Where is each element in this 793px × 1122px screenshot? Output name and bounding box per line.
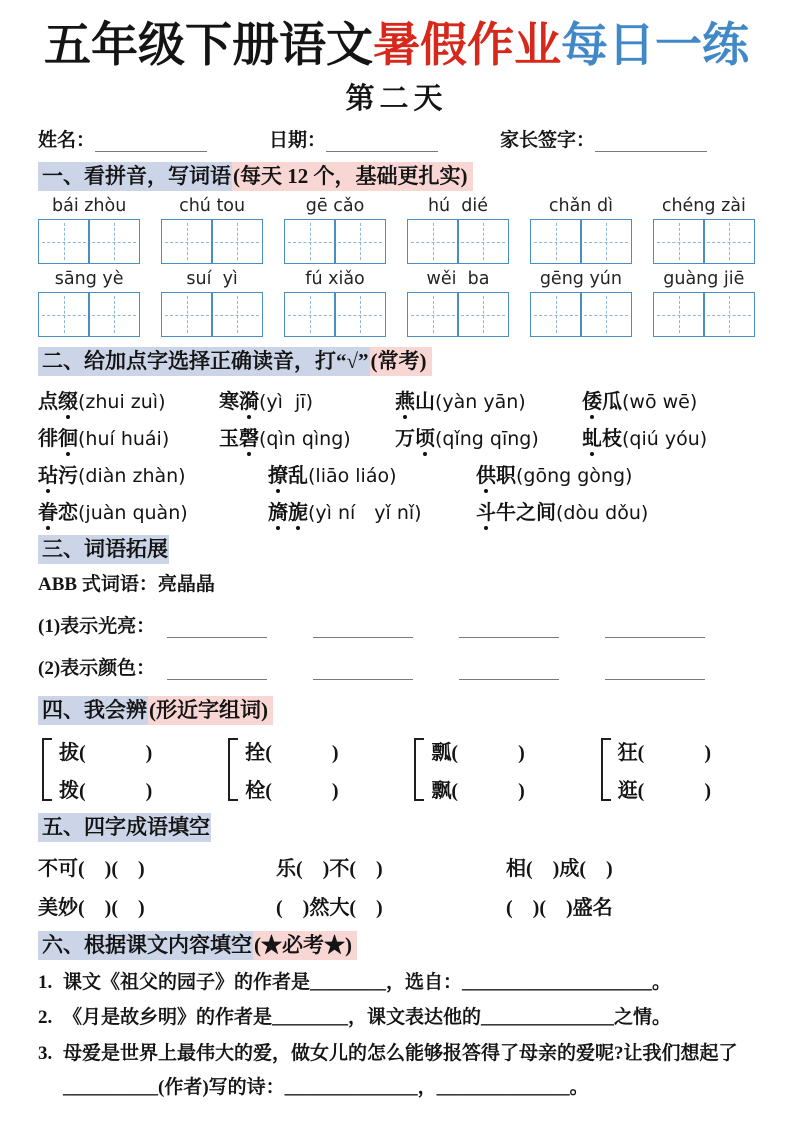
char: 恋 bbox=[58, 501, 78, 524]
answer-blank bbox=[313, 618, 413, 638]
dotted-word bbox=[582, 391, 622, 413]
char: 供 bbox=[476, 459, 496, 488]
char-pair-item: 狂( ) bbox=[617, 741, 711, 764]
section-2-heading bbox=[38, 346, 755, 376]
pinyin-label: guàng jiē bbox=[663, 269, 745, 290]
fill-item-number: 1. bbox=[38, 971, 53, 993]
writing-grid bbox=[530, 219, 632, 264]
pinyin-label: suí yì bbox=[186, 269, 238, 290]
pronunciation-item bbox=[476, 496, 755, 525]
section-1-heading bbox=[38, 161, 755, 191]
grid-cell bbox=[653, 219, 705, 264]
grid-cell bbox=[161, 219, 213, 264]
char: 顷 bbox=[415, 422, 435, 451]
pinyin-word-group bbox=[653, 196, 755, 264]
signature-label: 家长签字： bbox=[500, 130, 596, 152]
char: 撩 bbox=[268, 459, 288, 488]
char-pair-item: 飘( ) bbox=[431, 779, 525, 802]
pinyin-word-group bbox=[407, 196, 509, 264]
section-6-heading-note: (★必考★) bbox=[253, 931, 357, 960]
pinyin-word-group bbox=[407, 269, 509, 337]
abb-fill-lines bbox=[38, 611, 755, 680]
grid-cell bbox=[580, 292, 632, 337]
pinyin-label: wěi ba bbox=[426, 269, 490, 290]
idiom-blank-item: ( )然大( ) bbox=[276, 897, 383, 920]
dotted-word bbox=[219, 428, 259, 450]
dotted-word bbox=[395, 391, 435, 413]
signature-blank bbox=[595, 132, 707, 152]
char-pair bbox=[228, 736, 338, 803]
pinyin-options: (juàn quàn) bbox=[78, 501, 188, 524]
pronunciation-item bbox=[395, 385, 582, 414]
char-pair-column bbox=[245, 736, 338, 803]
pinyin-options: (gōng gòng) bbox=[516, 464, 633, 487]
section-3-heading-main: 三、词语拓展 bbox=[38, 535, 169, 564]
section-1-heading-note: (每天 12 个，基础更扎实) bbox=[232, 162, 473, 191]
pinyin-options: (huí huái) bbox=[78, 427, 170, 450]
grid-cell bbox=[88, 292, 140, 337]
name-label: 姓名： bbox=[38, 130, 96, 152]
dotted-word bbox=[268, 502, 308, 524]
char: 燕 bbox=[395, 385, 415, 414]
grid-cell bbox=[703, 219, 755, 264]
idiom-blank-item: 不可( )( ) bbox=[38, 858, 145, 881]
pinyin-options: (yì ní yǐ nǐ) bbox=[308, 501, 422, 524]
grid-cell bbox=[407, 292, 459, 337]
dotted-word bbox=[268, 465, 308, 487]
grid-cell bbox=[38, 219, 90, 264]
char: 山 bbox=[415, 390, 435, 413]
char: 之 bbox=[516, 501, 536, 524]
grid-cell bbox=[580, 219, 632, 264]
grid-cell bbox=[334, 219, 386, 264]
pinyin-word-group bbox=[38, 269, 140, 337]
pinyin-word-group bbox=[530, 196, 632, 264]
section-4-heading-main: 四、我会辨 bbox=[38, 696, 148, 725]
grid-cell bbox=[284, 219, 336, 264]
writing-grid bbox=[284, 292, 386, 337]
char: 枝 bbox=[602, 427, 622, 450]
char-pair-item: 拴( ) bbox=[245, 741, 339, 764]
char: 污 bbox=[58, 464, 78, 487]
writing-grid bbox=[284, 219, 386, 264]
pronunciation-item bbox=[219, 422, 395, 451]
title-daily-part: 每日一练 bbox=[561, 18, 749, 71]
grid-cell bbox=[161, 292, 213, 337]
section-6-heading bbox=[38, 930, 755, 960]
section-2-pronunciation bbox=[38, 346, 755, 524]
grid-cell bbox=[334, 292, 386, 337]
title-grade-part: 五年级下册语文 bbox=[44, 18, 373, 71]
idiom-row bbox=[38, 852, 755, 881]
idiom-blank-item: ( )( )盛名 bbox=[506, 897, 613, 920]
fill-line-label: (1)表示光亮： bbox=[38, 616, 156, 638]
dotted-word bbox=[38, 391, 78, 413]
abb-fill-line bbox=[38, 611, 755, 638]
char: 徊 bbox=[58, 422, 78, 451]
grid-cell bbox=[211, 292, 263, 337]
abb-example-line: ABB 式词语：亮晶晶 bbox=[38, 574, 215, 596]
pinyin-word-group bbox=[284, 196, 386, 264]
answer-blank bbox=[167, 618, 267, 638]
char: 玉 bbox=[219, 427, 239, 450]
pinyin-options: (qǐng qīng) bbox=[435, 427, 539, 450]
pinyin-options: (liāo liáo) bbox=[308, 464, 397, 487]
fill-line-label: (2)表示颜色： bbox=[38, 658, 156, 680]
grid-cell bbox=[530, 219, 582, 264]
pinyin-options: (zhui zuì) bbox=[78, 390, 166, 413]
pronunciation-row bbox=[38, 385, 755, 414]
pinyin-label: sāng yè bbox=[54, 269, 124, 290]
pinyin-word-group bbox=[161, 269, 263, 337]
pinyin-options: (dòu dǒu) bbox=[556, 501, 649, 524]
text-fill-items bbox=[38, 966, 755, 1105]
char: 斗 bbox=[476, 496, 496, 525]
char: 徘 bbox=[38, 427, 58, 450]
pronunciation-item bbox=[582, 422, 755, 451]
section-4-heading-note: (形近字组词) bbox=[148, 696, 273, 725]
bracket-icon bbox=[601, 738, 611, 801]
section-4-similar-chars bbox=[38, 695, 755, 802]
section-3-word-expansion bbox=[38, 534, 755, 680]
pronunciation-item bbox=[38, 385, 219, 414]
char-pair-item: 逛( ) bbox=[617, 779, 711, 802]
char-pair bbox=[42, 736, 152, 803]
pinyin-label: bái zhòu bbox=[51, 196, 127, 217]
pinyin-word-group bbox=[284, 269, 386, 337]
pinyin-label: chǎn dì bbox=[548, 196, 613, 217]
pronunciation-item bbox=[395, 422, 582, 451]
idiom-blank-item: 美妙( )( ) bbox=[38, 897, 145, 920]
dotted-word bbox=[476, 465, 516, 487]
char-pair bbox=[414, 736, 524, 803]
grid-cell bbox=[457, 219, 509, 264]
writing-grid bbox=[161, 292, 263, 337]
fill-item bbox=[38, 966, 755, 1000]
writing-grid bbox=[38, 219, 140, 264]
writing-grid bbox=[407, 219, 509, 264]
pronunciation-row bbox=[38, 422, 755, 451]
pronunciation-item bbox=[268, 459, 476, 488]
writing-grid bbox=[653, 292, 755, 337]
dotted-word bbox=[582, 428, 622, 450]
idiom-blank-item: 相( )成( ) bbox=[506, 858, 613, 881]
char: 倭 bbox=[582, 385, 602, 414]
char: 瓜 bbox=[602, 390, 622, 413]
pinyin-row bbox=[38, 196, 755, 264]
char: 职 bbox=[496, 464, 516, 487]
name-blank bbox=[95, 132, 207, 152]
grid-cell bbox=[38, 292, 90, 337]
char-pair-item: 拔( ) bbox=[59, 741, 153, 764]
pinyin-label: fú xiǎo bbox=[305, 269, 365, 290]
grid-cell bbox=[457, 292, 509, 337]
answer-blank bbox=[605, 618, 705, 638]
char: 牛 bbox=[496, 501, 516, 524]
abb-fill-line bbox=[38, 653, 755, 680]
section-2-heading-note: (常考) bbox=[370, 347, 432, 376]
date-label: 日期： bbox=[269, 130, 327, 152]
writing-grid bbox=[653, 219, 755, 264]
char-pair-item: 拨( ) bbox=[59, 779, 153, 802]
pinyin-options: (diàn zhàn) bbox=[78, 464, 186, 487]
date-blank bbox=[326, 132, 438, 152]
char-pair-column bbox=[431, 736, 524, 803]
fill-item-text: 课文《祖父的园子》的作者是________，选自：____________________。 bbox=[63, 971, 672, 993]
dotted-word bbox=[476, 502, 556, 524]
dotted-word bbox=[395, 428, 435, 450]
section-1-heading-main: 一、看拼音，写词语 bbox=[38, 162, 232, 191]
pinyin-word-group bbox=[653, 269, 755, 337]
dotted-word bbox=[219, 391, 259, 413]
char: 磬 bbox=[239, 422, 259, 451]
char: 间 bbox=[536, 501, 556, 524]
fill-item-number: 3. bbox=[38, 1043, 53, 1065]
writing-grid bbox=[530, 292, 632, 337]
pinyin-label: gēng yún bbox=[539, 269, 622, 290]
idiom-row bbox=[38, 891, 755, 920]
grid-cell bbox=[211, 219, 263, 264]
fill-item-text: 《月是故乡明》的作者是________，课文表达他的______________之情。 bbox=[63, 1007, 672, 1029]
answer-blank bbox=[313, 660, 413, 680]
pinyin-label: hú dié bbox=[427, 196, 488, 217]
pinyin-options: (wō wē) bbox=[622, 390, 698, 413]
writing-grid bbox=[407, 292, 509, 337]
pinyin-label: chú tou bbox=[179, 196, 246, 217]
writing-grid bbox=[38, 292, 140, 337]
idiom-rows bbox=[38, 852, 755, 920]
char: 旖 bbox=[268, 496, 288, 525]
name-field bbox=[38, 125, 207, 152]
bracket-icon bbox=[414, 738, 424, 801]
answer-blank bbox=[167, 660, 267, 680]
section-5-idioms bbox=[38, 812, 755, 920]
pronunciation-item bbox=[38, 496, 268, 525]
grid-cell bbox=[703, 292, 755, 337]
char: 万 bbox=[395, 427, 415, 450]
section-1-pinyin-words bbox=[38, 161, 755, 337]
pinyin-row bbox=[38, 269, 755, 337]
meta-row bbox=[38, 125, 755, 152]
char: 眷 bbox=[38, 496, 58, 525]
char: 玷 bbox=[38, 459, 58, 488]
answer-blank bbox=[459, 618, 559, 638]
answer-blank bbox=[459, 660, 559, 680]
section-5-heading-main: 五、四字成语填空 bbox=[38, 813, 211, 842]
fill-item-text: 母爱是世界上最伟大的爱，做女儿的怎么能够报答得了母亲的爱呢?让我们想起了__________(作者)写的诗：______________，______________。 bbox=[63, 1043, 738, 1099]
fill-item-number: 2. bbox=[38, 1007, 53, 1029]
dotted-word bbox=[38, 465, 78, 487]
section-4-heading bbox=[38, 695, 755, 725]
grid-cell bbox=[88, 219, 140, 264]
grid-cell bbox=[407, 219, 459, 264]
pinyin-label: gē cǎo bbox=[305, 196, 365, 217]
section-2-heading-main: 二、给加点字选择正确读音，打“√” bbox=[38, 347, 370, 376]
char: 缀 bbox=[58, 385, 78, 414]
char: 点 bbox=[38, 390, 58, 413]
date-field bbox=[269, 125, 438, 152]
char-pair-item: 栓( ) bbox=[245, 779, 339, 802]
title-homework-part: 暑假作业 bbox=[373, 18, 561, 71]
pronunciation-item bbox=[219, 385, 395, 414]
pronunciation-item bbox=[476, 459, 755, 488]
bracket-icon bbox=[42, 738, 52, 801]
pinyin-word-group bbox=[161, 196, 263, 264]
grid-cell bbox=[653, 292, 705, 337]
pinyin-options: (qiú yóu) bbox=[622, 427, 708, 450]
bracket-icon bbox=[228, 738, 238, 801]
fill-item bbox=[38, 1037, 755, 1105]
grid-cell bbox=[284, 292, 336, 337]
char: 虬 bbox=[582, 422, 602, 451]
pronunciation-row bbox=[38, 459, 755, 488]
section-6-heading-main: 六、根据课文内容填空 bbox=[38, 931, 253, 960]
char-pair bbox=[601, 736, 711, 803]
section-6-text-fill bbox=[38, 930, 755, 1105]
pinyin-grid-rows bbox=[38, 196, 755, 337]
pinyin-options: (yì jī) bbox=[259, 390, 313, 413]
idiom-blank-item: 乐( )不( ) bbox=[276, 858, 383, 881]
pronunciation-item bbox=[268, 496, 476, 525]
section-5-heading bbox=[38, 812, 755, 842]
day-subtitle: 第二天 bbox=[345, 83, 448, 116]
section-3-heading bbox=[38, 534, 755, 564]
pinyin-label: chéng zài bbox=[661, 196, 746, 217]
pronunciation-row bbox=[38, 496, 755, 525]
pinyin-word-group bbox=[38, 196, 140, 264]
dotted-word bbox=[38, 428, 78, 450]
char-pair-item: 瓢( ) bbox=[431, 741, 525, 764]
dotted-word bbox=[38, 502, 78, 524]
pronunciation-item bbox=[38, 422, 219, 451]
grid-cell bbox=[530, 292, 582, 337]
pronunciation-item bbox=[38, 459, 268, 488]
char: 乱 bbox=[288, 464, 308, 487]
signature-field bbox=[500, 125, 707, 152]
char-pairs-row bbox=[38, 736, 755, 803]
char-pair-column bbox=[59, 736, 152, 803]
pronunciation-item bbox=[582, 385, 755, 414]
char: 寒 bbox=[219, 390, 239, 413]
char-pair-column bbox=[618, 736, 711, 803]
answer-blank bbox=[605, 660, 705, 680]
fill-item bbox=[38, 1001, 755, 1035]
writing-grid bbox=[161, 219, 263, 264]
char: 漪 bbox=[239, 385, 259, 414]
pinyin-options: (qìn qìng) bbox=[259, 427, 351, 450]
page-title bbox=[38, 18, 755, 72]
pronunciation-rows bbox=[38, 385, 755, 525]
pinyin-options: (yàn yān) bbox=[435, 390, 526, 413]
char: 旎 bbox=[288, 496, 308, 525]
pinyin-word-group bbox=[530, 269, 632, 337]
